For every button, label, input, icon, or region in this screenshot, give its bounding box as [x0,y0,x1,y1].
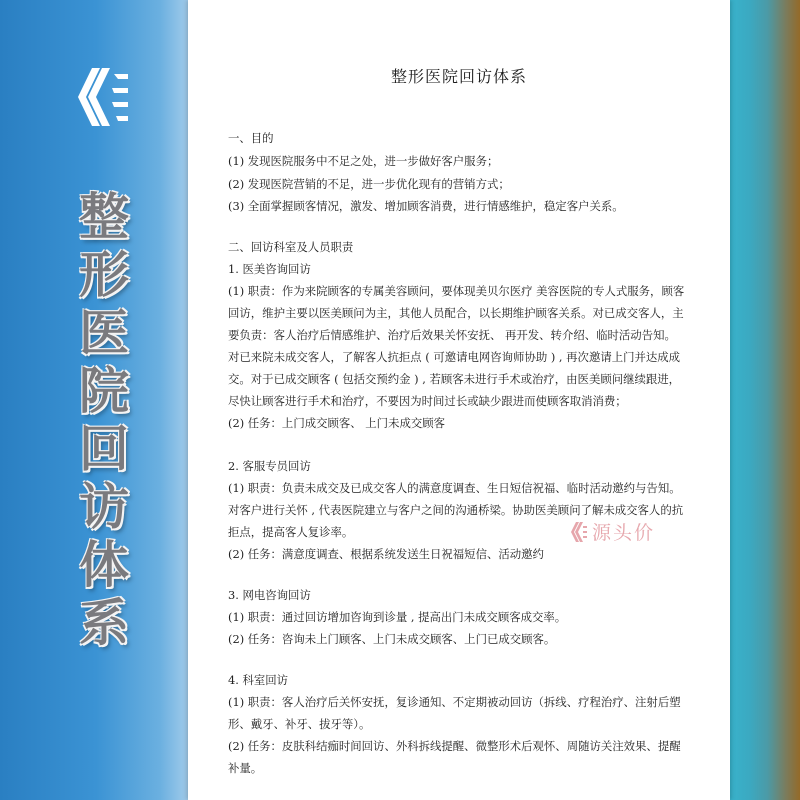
side-title-char: 医 [79,304,129,362]
text-line: 回访，维护主要以医美顾问为主，其他人员配合，以长期维护顾客关系。对已成交客人，主 [228,306,684,320]
text-line: (2) 任务：咨询未上门顾客、上门未成交顾客、上门已成交顾客。 [228,632,556,646]
side-title-char: 体 [79,536,129,594]
side-vertical-title [64,188,144,652]
text-line: (1) 职责：通过回访增加咨询到诊量 , 提高出门未成交顾客成交率。 [228,610,567,624]
side-title-char: 系 [79,594,129,652]
text-line: 尽快让顾客进行手术和治疗，不要因为时间过长或缺少跟进而使顾客取消消费； [228,394,627,408]
side-title-char: 院 [79,362,129,420]
watermark [570,518,655,545]
text-line: (2) 发现医院营销的不足，进一步优化现有的营销方式； [228,177,510,191]
text-line: 要负责：客人治疗后情感维护、治疗后效果关怀安抚、 再开发、转介绍、临时活动告知。 [228,328,676,342]
side-title-char: 回 [79,420,129,478]
subsection-heading: 2. 客服专员回访 [228,459,311,473]
section-heading: 一、目的 [228,131,274,145]
subsection-heading: 4. 科室回访 [228,673,289,687]
watermark-text: 源头价 [592,522,656,544]
text-line: (1) 发现医院服务中不足之处，进一步做好客户服务； [228,154,499,168]
text-line: (2) 任务：上门成交顾客、 上门未成交顾客 [228,416,446,430]
side-title-char: 形 [79,246,129,304]
watermark-logo-icon [570,521,588,543]
section-heading: 二、回访科室及人员职责 [228,240,354,254]
text-line: 对客户进行关怀 , 代表医院建立与客户之间的沟通桥梁。协助医美顾问了解未成交客人的抗 [228,503,684,517]
document-page [188,0,730,800]
text-line: 交。对于已成交顾客 ( 包括交预约金 ) , 若顾客未进行手术或治疗，由医美顾问继续跟进， [228,372,681,386]
text-line: (1) 职责：负责未成交及已成交客人的满意度调查、生日短信祝福、临时活动邀约与告知。 [228,481,681,495]
text-line: (2) 任务：满意度调查、根据系统发送生日祝福短信、活动邀约 [228,547,544,561]
brand-logo-icon [72,66,136,128]
text-line: (1) 职责：客人治疗后关怀安抚，复诊通知、不定期被动回访（拆线、疗程治疗、注射后塑 [228,695,681,709]
text-line: 形、戴牙、补牙、拔牙等）。 [228,717,371,731]
right-gradient-band [728,0,800,800]
subsection-heading: 1. 医美咨询回访 [228,262,311,276]
subsection-heading: 3. 网电咨询回访 [228,588,311,602]
side-title-char: 访 [79,478,129,536]
text-line: (1) 职责：作为来院顾客的专属美容顾问，要体现美贝尔医疗 美容医院的专人式服务，顾客 [228,284,685,298]
text-line: (2) 任务：皮肤科结痂时间回访、外科拆线提醒、微整形术后观怀、周随访关注效果、提醒 [228,739,681,753]
text-line: 拒点，提高客人复诊率。 [228,525,354,539]
document-title: 整形医院回访体系 [390,67,527,86]
side-title-char: 整 [79,188,129,246]
text-line: (3) 全面掌握顾客情况，激发、增加顾客消费，进行情感维护，稳定客户关系。 [228,199,624,213]
text-line: 对已来院未成交客人，了解客人抗拒点 ( 可邀请电网咨询师协助 ) , 再次邀请上门并达成成 [228,350,681,364]
text-line: 补量。 [228,761,263,775]
